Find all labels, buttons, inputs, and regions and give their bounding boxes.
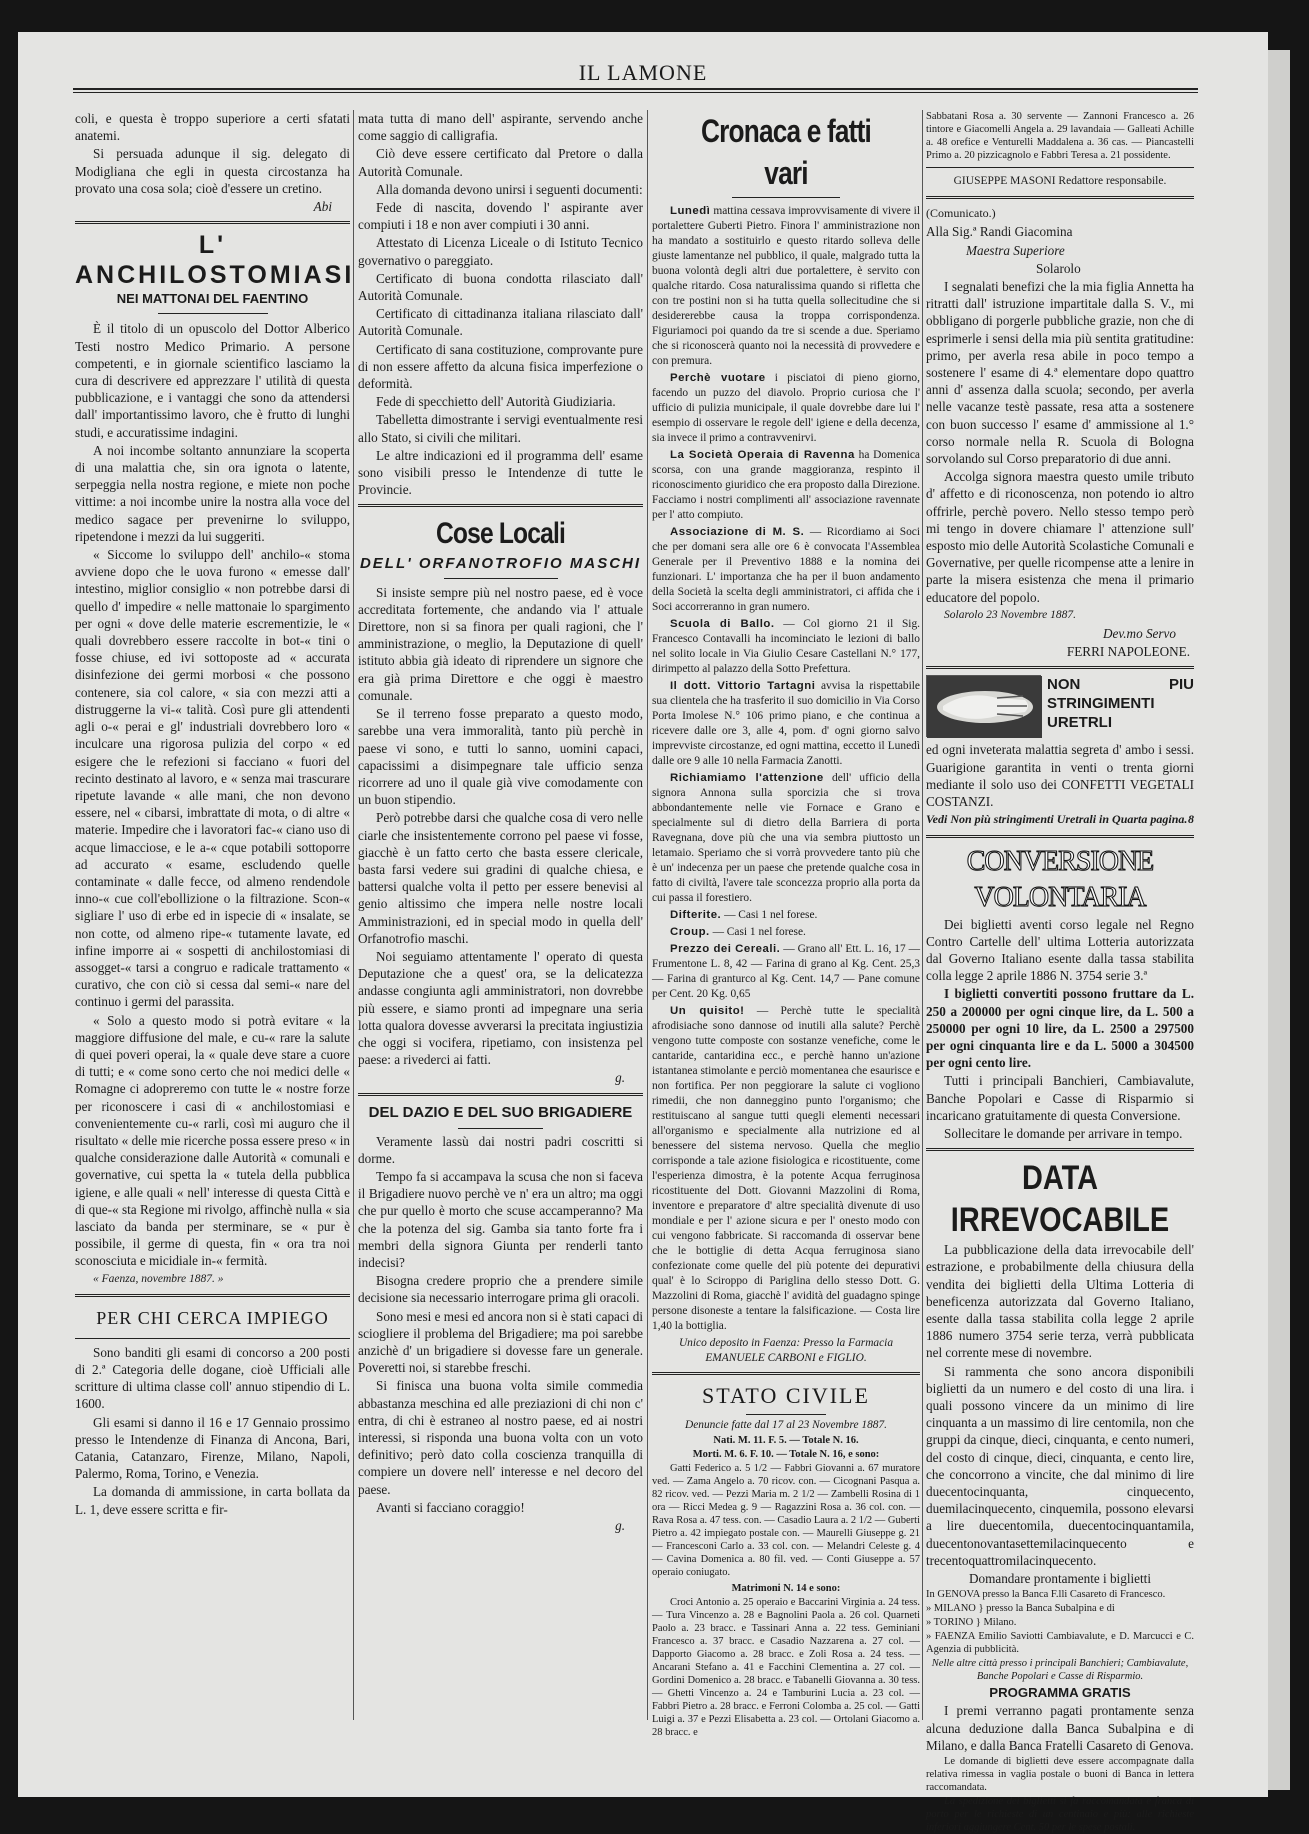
divider xyxy=(75,1294,350,1297)
signature: g. xyxy=(615,1518,625,1534)
column-divider xyxy=(647,110,648,1720)
stato-dates: Denuncie fatte dal 17 al 23 Novembre 1887. xyxy=(684,1419,888,1431)
communique-closing: Dev.mo Servo xyxy=(1103,626,1176,642)
paragraph: Certificato di buona condotta rilasciato dall' Autorità Comunale. xyxy=(358,270,643,304)
section-title: Cose Locali xyxy=(435,517,566,551)
paragraph: Alla domanda devono unirsi i seguenti documenti: xyxy=(376,181,643,197)
chronicle-item-text: avvisa la rispettabile sua clientela che ha trasferito il suo domicilio in Via Corso Porta Imolese N.° 106 primo piano, e che continua a ricevere dalle ore 3, alle 4, pom. d' ogni giorno salvo imprevviste circostanze, ed ogni mattina, eccetto il Lunedì dalle ore 9 alle 10 nella Farmacia Zanotti. xyxy=(652,680,920,767)
article-title: DEL DAZIO E DEL SUO BRIGADIERE xyxy=(368,1103,633,1121)
paragraph: Sono banditi gli esami di concorso a 200 posti di 2.ª Categoria delle dogane, cioè Ufficiali alle scritture di ultima classe coll' annuo stipendio di L. 1600. xyxy=(75,1344,350,1412)
quoted-paragraph: « Siccome lo sviluppo dell' anchilo-« stoma avviene dopo che le uova furono « emesse dall' intestino, miglior consiglio « non potrebbe darsi di quello d' impedire « nelle mattonaie lo spargimento per ogni « dove delle materie escrementizie, le « quali dovrebbero essere raccolte in bot-« tini o fosse chiuse, ed ivi sottoposte ad « accurata disinfezione dei germi morbosi « che possono contenere, sia col calore, « sia con mezzi atti a distruggerne la vi-« talità. Così pure gli attendenti agli o-« perai e gl' industriali dovrebbero loro « inculcare una rigorosa pulizia del corpo « ed esigere che le refezioni si facciano « fuori del recinto destinato al lavoro, e « senza mai trascurare ripetute lavande « alle mani, che non devono essere, nel « cibarsi, imbrattate di mota, o di altre « materie. Impedire che i lavoratori fac-« ciano uso di acque limacciose, e le a-« cque potabili sottoporre ad accurato « esame, escludendo quelle contaminate « dalle fecce, od almeno rendendole inno-« cue coll'ebollizione o la filtrazione. Scon-« sigliare l' uso di erbe ed in ispecie di « insalate, se non cotte, od almeno ripe-« tutamente lavate, ed infine imporre ai « sospetti di anchilostomiasi di assogget-« tarsi a congruo e radicale trattamento « curativo, che con ciò si cessa dal semi-« nare del continuo i germi del parassita. xyxy=(75,547,350,1010)
stato-marriages-list: Croci Antonio a. 25 operaio e Baccarini Virginia a. 24 tess. — Tura Vincenzo a. 28 e Bagnolini Paola a. 26 col. Quarneti Paolo a. 23 bracc. e Tassinari Anna a. 22 tess. Geminiani Francesco a. 37 bracc. e Casadio Nazzarena a. 27 col. — Dapporto Giacomo a. 28 bracc. e Zoli Rosa a. 24 tess. — Ancarani Stefano a. 41 e Facchini Clementina a. 27 col. — Gordini Domenico a. 28 bracc. e Tabanelli Giovanna a. 30 tess. — Ghetti Vincenzo a. 24 e Tamburini Lucia a. 23 col. — Fabbri Pietro a. 28 bracc. e Ferroni Colomba a. 25 col. — Gatti Luigi a. 37 e Pezzi Elisabetta a. 23 col. — Ortolani Giacomo a. 28 bracc. e xyxy=(652,1597,920,1738)
chronicle-item-lead: Un quisito! xyxy=(670,1005,745,1017)
advert-title: CONVERSIONE VOLONTARIA xyxy=(966,845,1154,913)
chronicle-item xyxy=(652,525,920,615)
column-1 xyxy=(75,110,355,1720)
divider xyxy=(732,197,839,198)
divider xyxy=(458,1128,544,1129)
communique-place: Solarolo xyxy=(1036,260,1081,276)
chronicle-item-text: — Grano all' Ett. L. 16, 17 — Frumentone L. 8, 42 — Farina di grano al Kg. Cent. 25,3 — Farina di granturco al Kg. Cent. 14,7 — Pane comune per Cent. 20 Kg. 0,65 xyxy=(652,943,920,1000)
chronicle-item-lead: Lunedì xyxy=(670,205,711,217)
chronicle-list xyxy=(652,204,920,1334)
chronicle-item-text: — Casi 1 nel forese. xyxy=(724,909,818,921)
chronicle-item-lead: Croup. xyxy=(670,926,710,938)
paragraph: Tempo fa si accampava la scusa che non si faceva il Brigadiere nuovo perchè ve n' era un altro; ma oggi che pur quello è morto che scuse accamperanno? Ma che la potenza del sig. Gamba sia tanto forte fra i membri della signora Giunta per renderli tanto indecisi? xyxy=(358,1168,643,1270)
divider xyxy=(926,196,1194,199)
paragraph: I segnalati benefizi che la mia figlia Annetta ha ritratti dall' istruzione impartitale dalla S. V., mi obbligano di porgerle pubbliche grazie, non che di esprimerle i sensi della mia più sentita gratitudine: primo, per averla resa abile in poco tempo a sostenere l' esame di 4.ª elementare dopo quattro anni d' assenza dalla scuola; secondo, per averla nelle vacanze testè passate, resa atta a sostenere con buon successo l' esame d' ammissione al 1.° corso normale nella R. Scuola di Bologna sorvolando sul Corso preparatorio di due anni. xyxy=(926,279,1194,467)
paragraph: Se il terreno fosse preparato a questo modo, sarebbe una vera immoralità, tanto più perchè in paese vi sono, e tutti lo sanno, uomini capaci, capacissimi a disimpegnare tale ufficio senza ricorrere ad uno il quale già vive comodamente con un buon stipendio. xyxy=(358,706,643,808)
advert-see-text: Vedi Non più stringimenti Uretrali in Quarta pagina. xyxy=(926,812,1188,827)
bank-line: » TORINO } Milano. xyxy=(926,1617,1017,1629)
bank-line: » FAENZA Emilio Saviotti Cambiavalute, e D. Marcucci e C. Agenzia di pubblicità. xyxy=(926,1631,1194,1656)
paragraph: Si rammenta che sono ancora disponibili biglietti da un numero e del costo di una lira. i quali possono vincere da un minimo di lire cinquanta a un massimo di lire centomila, non che gruppi da cinque, dieci, cinquanta, e cento numeri, del costo di cinque, dieci, cinquanta, e cento lire, che concorrono a vincite, che dal minimo di lire duecentocinquanta, cinquecento, duemilacinquecento, cinquemila, possono elevarsi a lire duecentomila, duecentocinquantamila, duecentonovantasettemilacinquecento e trecentoquattromilacinquecento. xyxy=(926,1363,1194,1568)
header-rule xyxy=(73,88,1198,90)
page-edge xyxy=(1268,50,1290,1790)
paragraph: Si finisca una buona volta simile commedia abbastanza meschina ed alle preziazioni di chi non c' entra, di chi è estraneo al nostro paese, ed ai nostri interessi, si risponda una buona volta con un voto definitivo; però dato colla coscienza tranquilla di compiere un dovere nell' interesse e nel decoro del paese. xyxy=(358,1378,643,1497)
divider xyxy=(358,504,643,507)
footer-note: La spedizione dei biglietti si fa raccomandata e franca di porto per le richieste di un centinaio e più: alle richieste inferiori aggiungere Cent. 50 per le spese postali. xyxy=(926,1796,1194,1834)
stato-deaths: Morti. M. 6. F. 10. — Totale N. 16, e sono: xyxy=(692,1449,880,1460)
chronicle-item-lead: Richiamiamo l'attenzione xyxy=(670,772,824,784)
chronicle-item-lead: Scuola di Ballo. xyxy=(670,618,775,630)
bank-line: » MILANO } presso la Banca Subalpina e di xyxy=(926,1603,1115,1615)
chronicle-item xyxy=(652,448,920,523)
article-title: DELL' ORFANOTROFIO MASCHI xyxy=(359,555,642,573)
paragraph: Tutti i principali Banchieri, Cambiavalute, Banche Popolari e Casse di Risparmio si incaricano gratuitamente di questa Conversione. xyxy=(926,1073,1194,1123)
section-title: STATO CIVILE xyxy=(702,1383,870,1408)
paragraph: mata tutta di mano dell' aspirante, servendo anche come saggio di calligrafia. xyxy=(358,111,643,144)
paragraph: Domandare prontamente i biglietti xyxy=(968,1571,1151,1586)
stato-marriages: Matrimoni N. 14 e sono: xyxy=(731,1583,841,1594)
stato-deaths-list: Gatti Federico a. 5 1/2 — Fabbri Giovanni a. 67 muratore ved. — Zama Angelo a. 70 ricov. con. — Cicognani Pasqua a. 82 ricov. ved. — Pezzi Maria m. 2 1/2 — Zambelli Rosina di 1 ora — Ricci Medea g. 9 — Ragazzini Rosa a. 36 col. con. — Rava Rosa a. 47 tess. con. — Casadio Laura a. 2 1/2 — Guberti Pietro a. 42 impiegato postale con. — Maurelli Giuseppe g. 21 — Francesconi Carlo a. 33 col. con. — Melandri Celeste g. 4 — Cavina Domenica a. 80 fil. ved. — Conti Giuseppe a. 57 operaio coniugato. xyxy=(652,1463,920,1578)
hand-illustration-icon xyxy=(926,675,1041,737)
paragraph: La domanda di ammissione, in carta bollata da L. 1, deve essere scritta e fir- xyxy=(75,1484,350,1517)
paragraph: È il titolo di un opuscolo del Dottor Alberico Testi nostro Medico Primario. A persone competenti, e in giornale scientifico lasciamo la cura di descrivere ed apprezzare l' utilità di questa pubblicazione, e i vantaggi che sono da attendersi dall' importantissimo lavoro, che è frutto di lunghi studi, e accuratissime indagini. xyxy=(75,321,350,440)
section-title: Cronaca e fatti vari xyxy=(701,113,871,191)
communique-label: (Comunicato.) xyxy=(926,206,996,221)
quoted-paragraph: « Solo a questo modo si potrà evitare « la maggiore diffusione del male, e cu-« rare la salute di quei poveri operai, la « quale deve stare a cuore di tutti; e « come sono certo che noi medici delle « Romagne ci adopreremo con tutte le « nostre forze per riconoscere i casi di « anchilostomiasi e convenientemente cu-« rarli, così mi auguro che il risultato « delle mie ricerche possa essere preso « in qualche considerazione dalle Autorità « comunali e governative, cui spetta la « tutela della pubblica igiene, e alle quali « nell' interesse di questa Città e di que-« sta Regione mi rivolgo, affinchè nulla « sia lasciato da banda per sterminare, se « pur è possibile, il germe di questa, fin « ora tra noi sconosciuta e micidiale in-« fermità. xyxy=(75,1012,350,1269)
chronicle-item xyxy=(652,925,920,940)
deposit-note: Unico deposito in Faenza: Presso la Farmacia EMANUELE CARBONI e FIGLIO. xyxy=(678,1337,894,1364)
chronicle-item xyxy=(652,204,920,369)
chronicle-item-lead: Associazione di M. S. xyxy=(670,526,805,538)
chronicle-item-lead: Prezzo dei Cereali. xyxy=(670,943,781,955)
paragraph: Sollecitare le domande per arrivare in tempo. xyxy=(944,1125,1183,1141)
paragraph: Gli esami si danno il 16 e 17 Gennaio prossimo presso le Intendenze di Finanza di Ancona, Bari, Catania, Catanzaro, Firenze, Milano, Napoli, Palermo, Roma, Torino, e Venezia. xyxy=(75,1414,350,1482)
paragraph: Fede di specchietto dell' Autorità Giudiziaria. xyxy=(376,394,616,410)
signature: Abi xyxy=(313,199,332,215)
chronicle-item-lead: Difterite. xyxy=(670,909,722,921)
paragraph: La pubblicazione della data irrevocabile dell' estrazione, e probabilmente della chiusura della vendita dei biglietti della Ultima Lotteria di beneficenza autorizzata dal Governo Italiano, esente dalla tassa stabilita colla legge 2 aprile 1886 numero 3754 serie terza, verrà pubblicata nel corrente mese di novembre. xyxy=(926,1242,1194,1361)
chronicle-item-lead: Il dott. Vittorio Tartagni xyxy=(670,680,816,692)
chronicle-item-lead: La Società Operaia di Ravenna xyxy=(670,449,855,461)
paragraph: Avanti si facciano coraggio! xyxy=(376,1499,525,1515)
paragraph: Veramente lassù dai nostri padri coscritti si dorme. xyxy=(358,1133,643,1166)
divider xyxy=(926,167,1194,168)
divider xyxy=(926,666,1194,669)
program-title: PROGRAMMA GRATIS xyxy=(989,1685,1131,1701)
chronicle-item-text: — Perchè tutte le specialità afrodisiache sono dannose od inutili alla salute? Perchè vengono tutte composte con sostanze venefiche, come le cantaride, cantaridina ecc., e perchè hanno un'azione istantanea stimolante e perciò momentanea che esaurisce e non fortifica. Per non peggiorare la salute ci vogliono rimedii, che non danneggino punto l'organismo; che restituiscano al sangue tutti quegli elementi necessari all'organismo e specialmente alla nutrizione ed al benessere del sistema nervoso. Quella che meglio corrisponde a tale azione fisiologica e ricostituente, come l'esperienza dimostra, è la potente Acqua ferruginosa ricostituente del Dott. Giovanni Mazzolini di Roma, inventore e preparatore d' altre specialità divenute di uso mondiale e per l' azione sicura e per l' onesto modo con cui vengono fabbricate. Si raccomanda di osservar bene che le bottiglie di detta Acqua ferruginosa siano confezionate come quelle del più potente dei depurativi qual' è lo Sciroppo di Pariglina dello stesso Dott. G. Mazzolini di Roma, giacchè l' avidità del guadagno spinge persone disoneste a tentare la falsificazione. — Costa lire 1,40 la bottiglia. xyxy=(652,1005,920,1332)
chronicle-item xyxy=(652,942,920,1002)
chronicle-item-text: ha Domenica scorsa, con una grande maggioranza, respinto il riconoscimento giuridico che era proposto dalla Direzione. Facciamo i nostri complimenti all' associazione ravennate per l' atto compiuto. xyxy=(652,449,920,521)
marriages-continued: Sabbatani Rosa a. 30 servente — Zannoni Francesco a. 26 tintore e Giacomelli Angela a. 29 lavandaia — Galleati Achille a. 48 orefice e Venturelli Maddalena a. 36 cas. — Piancastelli Primo a. 20 pizzicagnolo e Fabbri Teresa a. 21 possidente. xyxy=(926,111,1194,161)
divider xyxy=(746,1414,826,1415)
chronicle-item-text: — Col giorno 21 il Sig. Francesco Contavalli ha incominciato le lezioni di ballo nel solito locale in Via Giulio Cesare Castellani N.° 177, dirimpetto al palazzo della Sotto Prefettura. xyxy=(652,618,921,675)
chronicle-item-text: i pisciatoi di pieno giorno, facendo un puzzo del diavolo. Proprio curiosa che l' ufficio di pulizia municipale, il quale dovrebbe dare lui l' esempio di osservare le regole dell' igiene e della decenza, sia invece il primo a contravvenirvi. xyxy=(652,372,920,444)
chronicle-item-lead: Perchè vuotare xyxy=(670,372,766,384)
paragraph: Ciò deve essere certificato dal Pretore o dalla Autorità Comunale. xyxy=(358,146,643,179)
paragraph: Però potrebbe darsi che qualche cosa di vero nelle ciarle che insistentemente corrono pel paese vi fosse, giacchè è un fatto certo che basta essere clericale, basta farsi vedere sui gradini di qualche chiesa, e battersi qualche volta il petto per essere benevisi al genio altissimo che impera nelle nostre locali Amministrazioni, ed in special modo in quella dell' Orfanotrofio maschi. xyxy=(358,810,643,946)
divider xyxy=(158,313,268,314)
masthead-title: IL LAMONE xyxy=(578,60,708,85)
chronicle-item xyxy=(652,1004,920,1334)
paragraph: Sono mesi e mesi ed ancora non si è stati capaci di sciogliere il problema del Brigadiere; ma poi sarebbe anzichè d' un brigadiere si dovesse fare un generale. Poveretti noi, si starebbe freschi. xyxy=(358,1308,643,1376)
paragraph: A noi incombe soltanto annunziare la scoperta di una malattia che, sin ora ignota o latente, serpeggia nella nostra regione, e miete non poche vittime: a noi incombe unire la nostra alla voce del medico sagace per prevenirne lo sviluppo, ripetendone i mezzi da lui suggeriti. xyxy=(75,442,350,544)
article-title: PER CHI CERCA IMPIEGO xyxy=(96,1307,329,1328)
chronicle-item-text: mattina cessava improvvisamente di vivere il portalettere Guberti Pietro. Finora l' amministrazione non ha mandato a sostituirlo e questo ritardo solleva delle giuste lamentanze nel pubblico, il quale, malgrado tutta la buona volontà degli altri due portalettere, è servito con qualche ritardo. Cosa naturalissima quando si rifletta che con tre postini non si ha tutta quella sollecitudine che si desidererebbe causa la troppa corrispondenza. Figuriamoci poi quando da tre si scende a due. Speriamo che si riconoscerà quanto noi la necessità di provvedere e con premura. xyxy=(652,205,920,367)
article-date: « Faenza, novembre 1887. » xyxy=(93,1272,224,1285)
paragraph: Accolga signora maestra questo umile tributo d' affetto e di riconoscenza, non potendo io altro offrirle, perchè povero. Nello stesso tempo però mi tengo in dovere chiamare l' attenzione sull' esposto mio delle Autorità Scolastiche Comunali e Governative, per quelle ricompense atte a lenire in parte la misera esistenza che mena il primario educatore del popolo. xyxy=(926,469,1194,605)
chronicle-item xyxy=(652,771,920,906)
communique-role: Maestra Superiore xyxy=(966,242,1065,258)
chronicle-item-text: — Casi 1 nel forese. xyxy=(712,926,806,938)
chronicle-item xyxy=(652,908,920,923)
column-divider xyxy=(922,110,923,1720)
paragraph: Le domande di biglietti deve essere accompagnate dalla relativa rimessa in vaglia postale o buoni di Banca in lettera raccomandata. xyxy=(926,1756,1194,1794)
column-divider xyxy=(353,110,354,1720)
paragraph: Tabelletta dimostrante i servigi eventualmente resi allo Stato, si civili che militari. xyxy=(358,412,643,445)
divider xyxy=(75,221,350,224)
paragraph: Le altre indicazioni ed il programma dell' esame sono visibili presso le Intendenze di tutte le Provincie. xyxy=(358,447,643,498)
paragraph: Certificato di sana costituzione, comprovante pure di non essere affetto da alcuna fisica imperfezione o deformità. xyxy=(358,341,643,392)
column-4 xyxy=(926,110,1194,1834)
stato-births: Nati. M. 11. F. 5. — Totale N. 16. xyxy=(713,1435,859,1446)
advert-title: NON PIU STRINGIMENTI URETRLI xyxy=(1047,676,1194,732)
divider xyxy=(652,1372,920,1375)
paragraph: Attestato di Licenza Liceale o di Istituto Tecnico governativo o pareggiato. xyxy=(358,235,643,268)
bank-line: In GENOVA presso la Banca F.lli Casareto di Francesco. xyxy=(926,1589,1166,1601)
column-2 xyxy=(358,110,643,1720)
paragraph: I biglietti convertiti possono fruttare da L. 250 a 200000 per ogni cinque lire, da L. 500 a 250000 per ogni 10 lire, da L. 2500 a 297500 per ogni cinquanta lire e da L. 5000 a 304500 per ogni cento lire. xyxy=(926,986,1194,1071)
chronicle-item xyxy=(652,679,920,769)
chronicle-item xyxy=(652,617,920,677)
divider xyxy=(926,835,1194,838)
divider xyxy=(358,1093,643,1096)
article-title: L' ANCHILOSTOMIASI xyxy=(75,231,355,290)
paragraph: coli, e questa è troppo superiore a certi sfatati anatemi. xyxy=(75,111,350,144)
paragraph: Fede di nascita, dovendo l' aspirante aver compiuti i 18 e non aver compiuti i 30 anni. xyxy=(358,200,643,233)
header-rule-thin xyxy=(73,92,1198,93)
newspaper-page xyxy=(18,32,1268,1834)
advert-title: DATA IRREVOCABILE xyxy=(950,1159,1170,1240)
chronicle-item-text: — Ricordiamo ai Soci che per domani sera alle ore 6 è convocata l'Assemblea Generale per il Preventivo 1888 e la nomina dei funzionari. L' importanza che ha per il buon andamento della Società la scelta degli amministratori, ci affida che i Soci accorreranno in gran numero. xyxy=(652,526,920,613)
paragraph: Bisogna credere proprio che a prendere simile decisione sia necessario interrogare prima gli oracoli. xyxy=(358,1273,643,1306)
paragraph: Si insiste sempre più nel nostro paese, ed è voce accreditata fortemente, che andando via l' attuale Direttore, non si sa finora per quali ragioni, che l' amministrazione, o meglio, la Deputazione di quell' istituto abbia già ideato di riprendere un signore che era già prima Direttore e che oggi è maestro comunale. xyxy=(358,584,643,703)
advert-uretral xyxy=(926,675,1194,737)
chronicle-item xyxy=(652,371,920,446)
bank-other: Nelle altre città presso i principali Banchieri; Cambiavalute, Banche Popolari e Casse di Risparmio. xyxy=(931,1658,1189,1683)
advert-see-note xyxy=(926,811,1194,828)
paragraph: Certificato di cittadinanza italiana rilasciato dall' Autorità Comunale. xyxy=(358,306,643,339)
paragraph: Dei biglietti aventi corso legale nel Regno Contro Cartelle dell' ultima Lotteria autorizzata dal Governo Italiano esente dalla tassa stabilita colla legge 2 aprile 1886 N. 3754 serie 3.ª xyxy=(926,916,1194,984)
paragraph: Si persuada adunque il sig. delegato di Modigliana che egli in questa circostanza ha provato una cosa sola; cioè d'essere un cretino. xyxy=(75,146,350,196)
paragraph: Noi seguiamo attentamente l' operato di questa Deputazione che a quest' ora, se la delicatezza andasse congiunta agli amministratori, non dovrebbe più essere, e siamo pronti ad impegnare una seria lotta qualora dovesse avverarsi la precitata ingiustizia che oggi si vocifera, ripetiamo, con insistenza pel paese: a rivederci ai fatti. xyxy=(358,948,643,1068)
editor-line: GIUSEPPE MASONI Redattore responsabile. xyxy=(953,175,1167,187)
advert-number: 8 xyxy=(1188,812,1194,827)
chronicle-item-text: dell' ufficio della signora Annona sulla sporcizia che si trova abbondantemente nelle vie Fornace e Grano e specialmente sul di dietro della Barriera di porta Ravegnana, dove più che una via sembra piuttosto un letamaio. Speriamo che si vorrà provvedere tanto più che è un' indecenza per un paese che pretende qualche cosa in fatto di civiltà, l'avere tale sconcezza proprio alla porta da cui passa il forestiero. xyxy=(652,772,920,904)
divider xyxy=(75,1338,350,1339)
column-3 xyxy=(652,110,921,1738)
communique-signer: FERRI NAPOLEONE. xyxy=(1066,644,1190,660)
divider xyxy=(444,578,558,579)
communique-addressee: Alla Sig.ª Randi Giacomina xyxy=(926,224,1073,240)
article-subtitle: NEI MATTONAI DEL FAENTINO xyxy=(116,291,309,307)
divider xyxy=(926,1148,1194,1151)
signature: g. xyxy=(615,1070,625,1086)
communique-date: Solarolo 23 Novembre 1887. xyxy=(944,608,1077,621)
advert-text: ed ogni inveterata malattia segreta d' ambo i sessi. Guarigione garantita in venti o trenta giorni mediante il solo uso dei CONFETTI VEGETALI COSTANZI. xyxy=(926,742,1194,810)
paragraph: I premi verranno pagati prontamente senza alcuna deduzione dalla Banca Subalpina e di Milano, e dalla Banca Fratelli Casareto di Genova. xyxy=(926,1703,1194,1753)
